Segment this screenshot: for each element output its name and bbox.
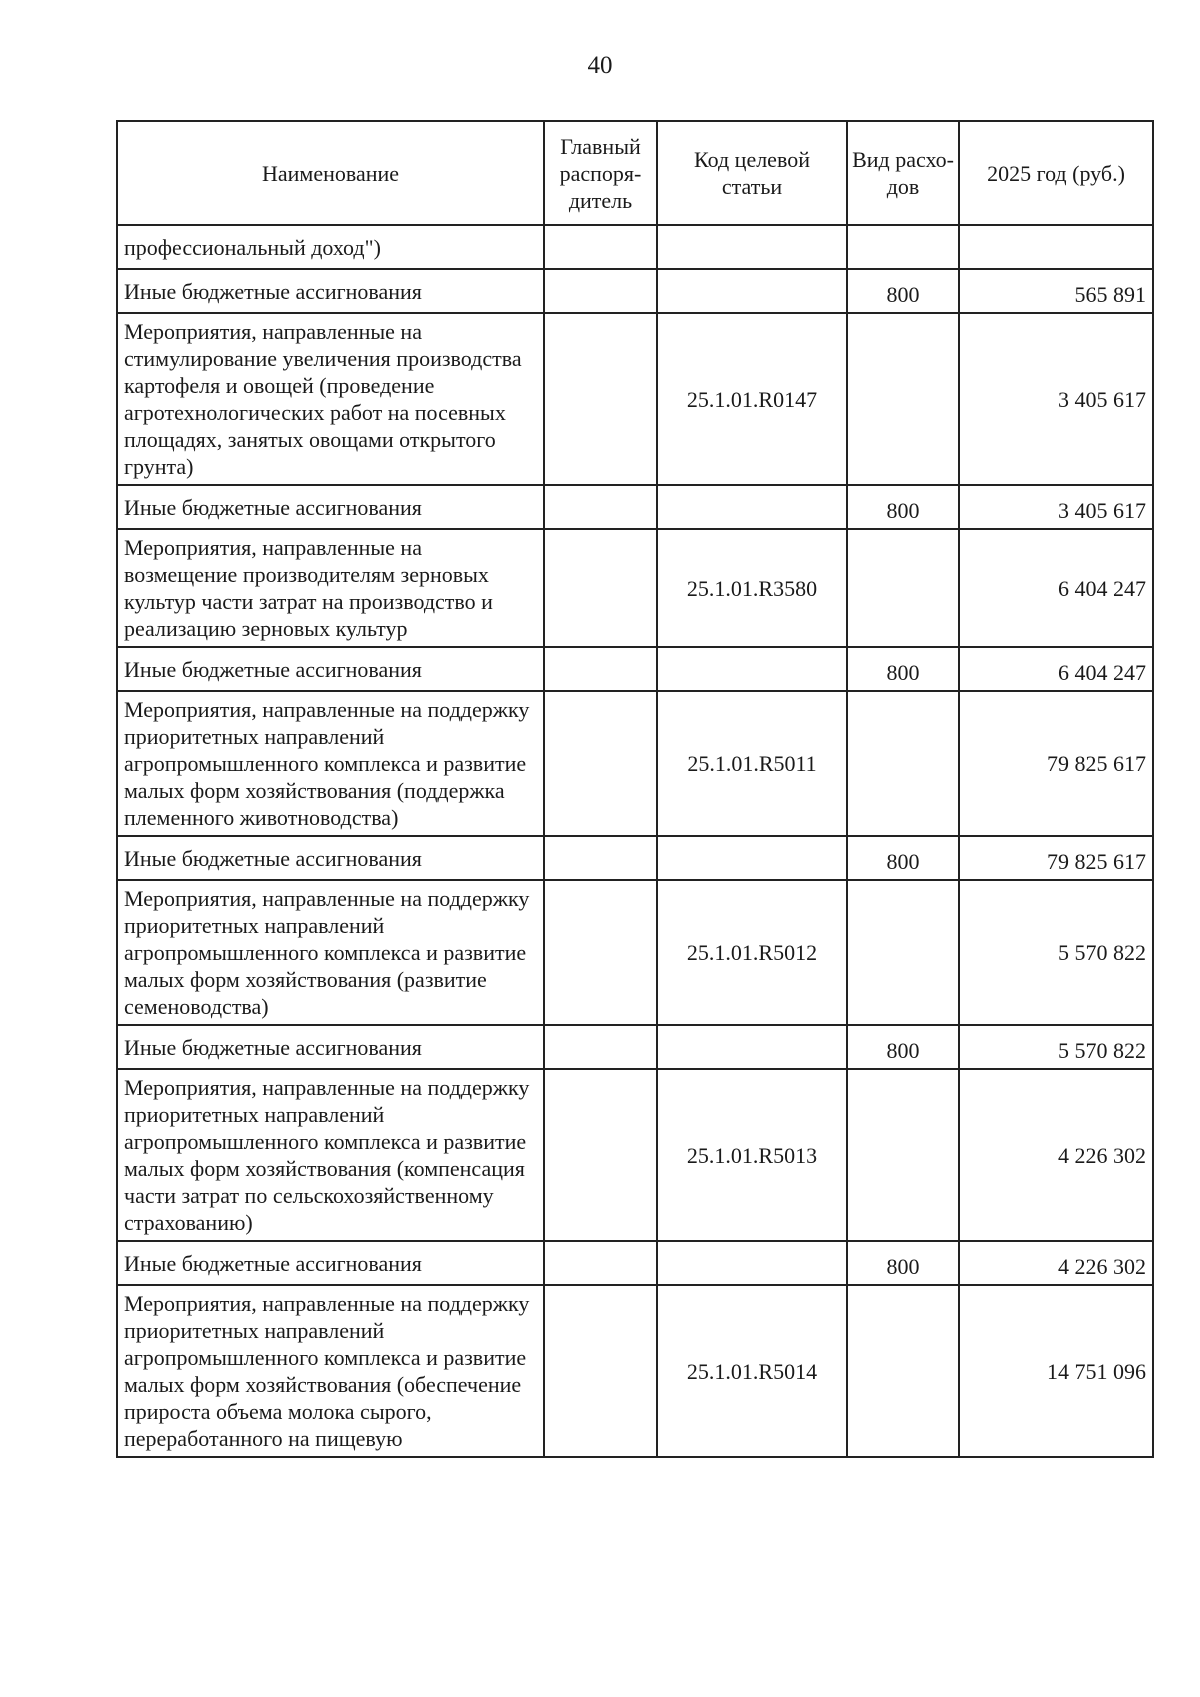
cell-admin [544, 1241, 657, 1285]
table-row [117, 880, 1153, 1025]
cell-name: Иные бюджетные ассигнования [117, 647, 544, 691]
cell-name: Мероприятия, направленные на поддержку приоритетных направлений агропромышленного комплекса и развитие малых форм хозяйствования (компенсация части затрат по сельскохозяйственному страхованию) [117, 1069, 544, 1241]
cell-code: 25.1.01.R5013 [657, 1069, 847, 1241]
cell-admin [544, 1025, 657, 1069]
table-row [117, 225, 1153, 269]
cell-amount: 5 570 822 [959, 880, 1153, 1025]
cell-admin [544, 313, 657, 485]
cell-code [657, 1025, 847, 1069]
cell-type: 800 [847, 1241, 959, 1285]
cell-name: профессиональный доход") [117, 225, 544, 269]
cell-admin [544, 529, 657, 647]
cell-admin [544, 647, 657, 691]
cell-amount: 565 891 [959, 269, 1153, 313]
cell-amount: 3 405 617 [959, 485, 1153, 529]
table-row [117, 691, 1153, 836]
table-header-row [117, 121, 1153, 225]
table-row [117, 1025, 1153, 1069]
cell-amount: 4 226 302 [959, 1241, 1153, 1285]
cell-amount: 14 751 096 [959, 1285, 1153, 1457]
cell-amount: 6 404 247 [959, 647, 1153, 691]
cell-name: Мероприятия, направленные на стимулирование увеличения производства картофеля и овощей (проведение агротехнологических работ на посевных площадях, занятых овощами открытого грунта) [117, 313, 544, 485]
header-name: Наименование [117, 121, 544, 225]
cell-code [657, 269, 847, 313]
header-admin: Главный распоря-дитель [544, 121, 657, 225]
cell-code: 25.1.01.R5012 [657, 880, 847, 1025]
cell-name: Мероприятия, направленные на поддержку приоритетных направлений агропромышленного комплекса и развитие малых форм хозяйствования (поддержка племенного животноводства) [117, 691, 544, 836]
cell-type: 800 [847, 269, 959, 313]
cell-amount: 4 226 302 [959, 1069, 1153, 1241]
cell-code [657, 647, 847, 691]
cell-amount: 79 825 617 [959, 691, 1153, 836]
cell-type: 800 [847, 647, 959, 691]
cell-name: Иные бюджетные ассигнования [117, 1025, 544, 1069]
header-type: Вид расхо-дов [847, 121, 959, 225]
cell-admin [544, 225, 657, 269]
table-row [117, 313, 1153, 485]
table-row [117, 647, 1153, 691]
cell-code [657, 225, 847, 269]
cell-admin [544, 1285, 657, 1457]
cell-admin [544, 691, 657, 836]
cell-type [847, 1285, 959, 1457]
table-row [117, 485, 1153, 529]
cell-name: Мероприятия, направленные на поддержку приоритетных направлений агропромышленного комплекса и развитие малых форм хозяйствования (развитие семеноводства) [117, 880, 544, 1025]
cell-name: Иные бюджетные ассигнования [117, 836, 544, 880]
table-row [117, 836, 1153, 880]
cell-amount: 3 405 617 [959, 313, 1153, 485]
cell-admin [544, 269, 657, 313]
header-amount: 2025 год (руб.) [959, 121, 1153, 225]
header-code: Код целевой статьи [657, 121, 847, 225]
cell-name: Мероприятия, направленные на поддержку приоритетных направлений агропромышленного комплекса и развитие малых форм хозяйствования (обеспечение прироста объема молока сырого, переработанного на пищевую [117, 1285, 544, 1457]
cell-type [847, 529, 959, 647]
cell-code: 25.1.01.R3580 [657, 529, 847, 647]
cell-amount [959, 225, 1153, 269]
cell-code: 25.1.01.R5011 [657, 691, 847, 836]
budget-table [116, 120, 1154, 1458]
cell-type [847, 880, 959, 1025]
cell-type: 800 [847, 485, 959, 529]
cell-admin [544, 836, 657, 880]
cell-name: Иные бюджетные ассигнования [117, 1241, 544, 1285]
cell-admin [544, 880, 657, 1025]
cell-type [847, 1069, 959, 1241]
cell-code [657, 836, 847, 880]
table-row [117, 1285, 1153, 1457]
table-row [117, 1241, 1153, 1285]
cell-amount: 6 404 247 [959, 529, 1153, 647]
cell-type: 800 [847, 836, 959, 880]
table-row [117, 1069, 1153, 1241]
cell-name: Иные бюджетные ассигнования [117, 485, 544, 529]
cell-admin [544, 1069, 657, 1241]
cell-amount: 5 570 822 [959, 1025, 1153, 1069]
table-row [117, 529, 1153, 647]
cell-name: Мероприятия, направленные на возмещение производителям зерновых культур части затрат на производство и реализацию зерновых культур [117, 529, 544, 647]
cell-code: 25.1.01.R5014 [657, 1285, 847, 1457]
cell-type [847, 225, 959, 269]
cell-name: Иные бюджетные ассигнования [117, 269, 544, 313]
cell-code [657, 1241, 847, 1285]
cell-type [847, 313, 959, 485]
cell-code: 25.1.01.R0147 [657, 313, 847, 485]
cell-amount: 79 825 617 [959, 836, 1153, 880]
page-number: 40 [587, 52, 613, 79]
table-row [117, 269, 1153, 313]
cell-admin [544, 485, 657, 529]
cell-code [657, 485, 847, 529]
cell-type: 800 [847, 1025, 959, 1069]
cell-type [847, 691, 959, 836]
